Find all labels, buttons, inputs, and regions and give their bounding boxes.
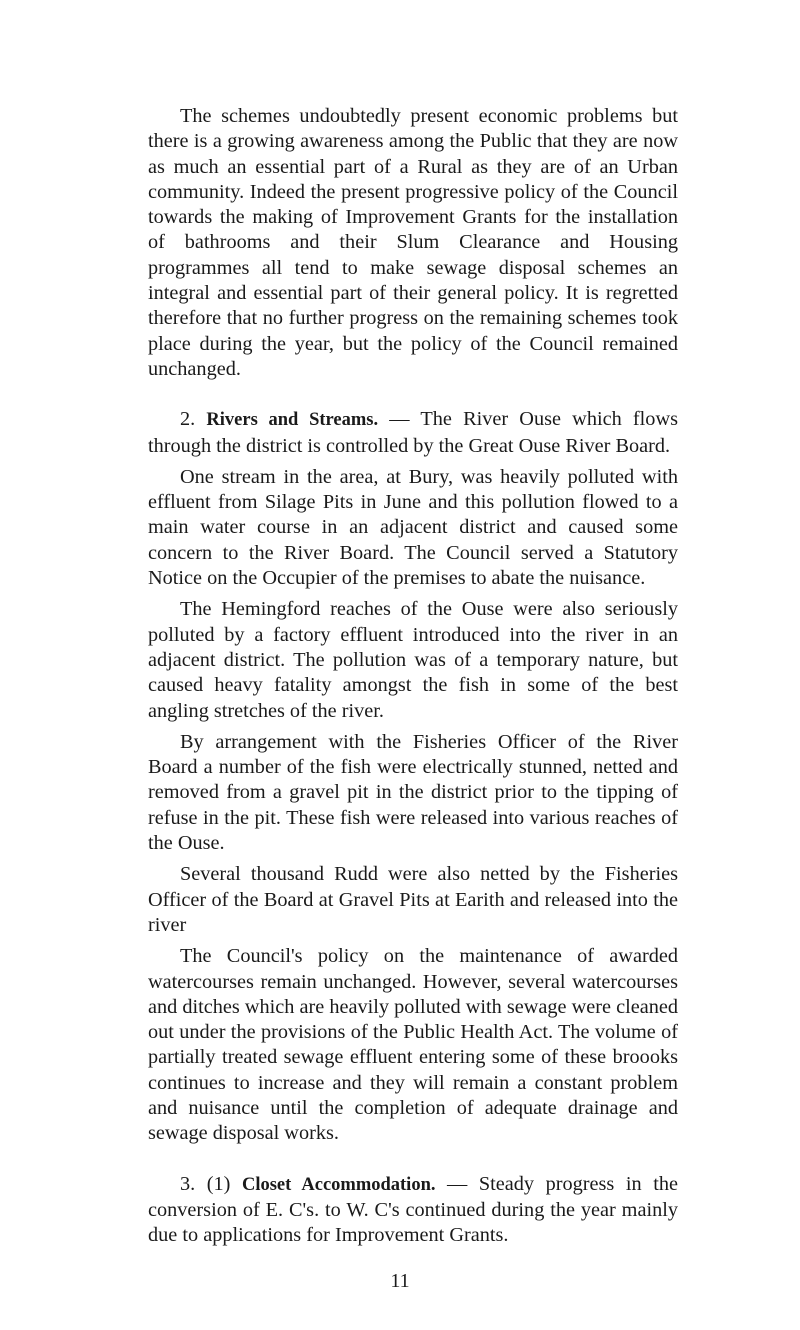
paragraph-watercourses: The Council's policy on the maintenance of awarded watercourses remain unchanged. However, several watercourses and ditches which are heavily polluted with sewage were cleaned out under the provisions of the Public Health Act. The volume of partially treated sewage effluent entering some of these broooks continues to increase and they will remain a constant problem and nuisance until the completion of adequate drainage and sewage disposal works. bbox=[148, 945, 678, 1145]
section-number: 3. bbox=[180, 1172, 196, 1195]
paragraph-hemingford: The Hemingford reaches of the Ouse were also seriously polluted by a factory effluent introduced into the river in an adjacent district. The pollution was of a temporary nature, but caused heavy fatality amongst the fish in some of the best angling stretches of the river. bbox=[148, 598, 678, 722]
paragraph-closet-accommodation bbox=[148, 1172, 678, 1249]
subsection-number: (1) bbox=[206, 1172, 231, 1195]
paragraph-bury-stream: One stream in the area, at Bury, was heavily polluted with effluent from Silage Pits in June and this pollution flowed to a main water course in an adjacent district and caused some concern to the River Board. The Council served a Statutory Notice on the Occupier of the premises to abate the nuisance. bbox=[148, 465, 678, 590]
section-text: — Steady progress in the conversion of E. C's. to W. C's continued during the year mainly due to applications for Improvement Grants. bbox=[148, 1172, 678, 1247]
paragraph-rivers-and-streams bbox=[148, 407, 678, 459]
paragraph-schemes: The schemes undoubtedly present economic problems but there is a growing awareness among the Public that they are now as much an essential part of a Rural as they are of an Urban community. Indeed the present progressive policy of the Council towards the making of Improvement Grants for the installation of bathrooms and their Slum Clearance and Housing programmes all tend to make sewage disposal schemes an integral and essential part of their general policy. It is regretted therefore that no further progress on the remaining schemes took place during the year, but the policy of the Council remained unchanged. bbox=[148, 105, 678, 380]
paragraph-fisheries-officer: By arrangement with the Fisheries Officer of the River Board a number of the fish were electrically stunned, netted and removed from a gravel pit in the district prior to the tipping of refuse in the pit. These fish were released into various reaches of the Ouse. bbox=[148, 730, 678, 855]
section-number: 2. bbox=[180, 408, 196, 431]
section-text: — The River Ouse which flows through the district is controlled by the Great Ouse River Board. bbox=[148, 408, 678, 457]
section-heading-closet-accommodation: Closet Accommodation. bbox=[241, 1174, 436, 1195]
document-page bbox=[148, 104, 678, 1248]
section-heading-rivers-and-streams: Rivers and Streams. bbox=[206, 410, 379, 431]
paragraph-rudd: Several thousand Rudd were also netted by the Fisheries Officer of the Board at Gravel Pits at Earith and released into the river bbox=[148, 863, 678, 936]
page-number: 11 bbox=[390, 1270, 410, 1292]
